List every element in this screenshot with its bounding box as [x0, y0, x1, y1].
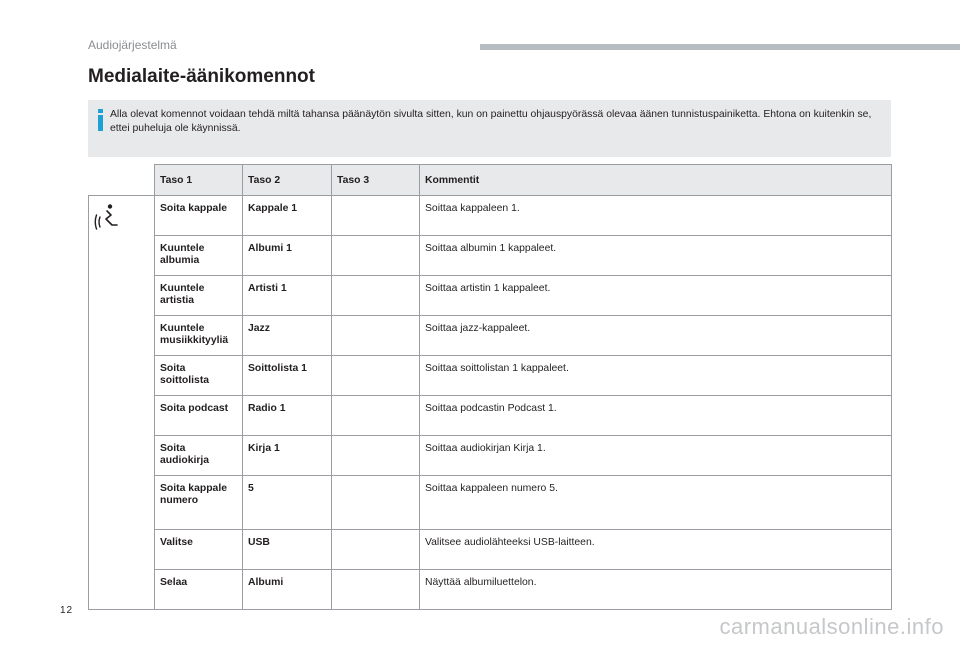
voice-command-table: [88, 164, 892, 610]
table-row: [89, 436, 892, 476]
table-row: [89, 356, 892, 396]
row-level2: Radio 1: [243, 396, 332, 436]
row-level2: Albumi 1: [243, 236, 332, 276]
row-level3: [332, 276, 420, 316]
row-comment: Soittaa kappaleen 1.: [420, 196, 892, 236]
table-header-row: [89, 165, 892, 196]
row-level1: Soita audiokirja: [155, 436, 243, 476]
header-level2: Taso 2: [243, 165, 332, 196]
row-level3: [332, 436, 420, 476]
watermark: carmanualsonline.info: [719, 614, 944, 639]
row-level2: Soittolista 1: [243, 356, 332, 396]
row-level1: Soita kappale numero: [155, 476, 243, 530]
header-level1: Taso 1: [155, 165, 243, 196]
row-level1: Selaa: [155, 570, 243, 610]
row-level1: Soita kappale: [155, 196, 243, 236]
voice-command-icon-cell: [89, 196, 155, 610]
header-comment: Kommentit: [420, 165, 892, 196]
row-comment: Soittaa jazz-kappaleet.: [420, 316, 892, 356]
voice-command-icon: [94, 203, 120, 233]
row-level3: [332, 570, 420, 610]
header-blank-cell: [89, 165, 155, 196]
table-row: [89, 276, 892, 316]
row-level1: Kuuntele musiikkityyliä: [155, 316, 243, 356]
row-level3: [332, 196, 420, 236]
header-bar: [480, 44, 960, 50]
row-comment: Soittaa kappaleen numero 5.: [420, 476, 892, 530]
row-comment: Valitsee audiolähteeksi USB-laitteen.: [420, 530, 892, 570]
row-level2: 5: [243, 476, 332, 530]
row-level1: Kuuntele artistia: [155, 276, 243, 316]
table-row: [89, 236, 892, 276]
row-level2: Kirja 1: [243, 436, 332, 476]
table-row: [89, 396, 892, 436]
row-level3: [332, 316, 420, 356]
row-level2: Kappale 1: [243, 196, 332, 236]
page-number: 12: [60, 605, 74, 616]
row-comment: Soittaa artistin 1 kappaleet.: [420, 276, 892, 316]
info-box: [88, 100, 891, 157]
header-level3: Taso 3: [332, 165, 420, 196]
info-icon: [96, 109, 105, 131]
row-comment: Näyttää albumiluettelon.: [420, 570, 892, 610]
row-level2: USB: [243, 530, 332, 570]
table-row: [89, 476, 892, 530]
table-body: [89, 196, 892, 610]
row-comment: Soittaa soittolistan 1 kappaleet.: [420, 356, 892, 396]
row-level3: [332, 476, 420, 530]
row-comment: Soittaa audiokirjan Kirja 1.: [420, 436, 892, 476]
table-row: [89, 530, 892, 570]
row-level3: [332, 396, 420, 436]
row-level3: [332, 236, 420, 276]
row-level1: Soita podcast: [155, 396, 243, 436]
row-comment: Soittaa albumin 1 kappaleet.: [420, 236, 892, 276]
row-comment: Soittaa podcastin Podcast 1.: [420, 396, 892, 436]
row-level1: Valitse: [155, 530, 243, 570]
table-row: [89, 570, 892, 610]
page-title: Medialaite-äänikomennot: [88, 66, 315, 87]
info-text: Alla olevat komennot voidaan tehdä miltä tahansa päänäytön sivulta sitten, kun on painettu ohjauspyörässä olevaa äänen tunnistuspainiketta. Ehtona on kuitenkin se, ettei puheluja ole käynnissä.: [110, 109, 872, 134]
row-level2: Artisti 1: [243, 276, 332, 316]
row-level2: Jazz: [243, 316, 332, 356]
row-level1: Soita soittolista: [155, 356, 243, 396]
row-level3: [332, 530, 420, 570]
section-label: Audiojärjestelmä: [88, 38, 177, 52]
table-row: [89, 316, 892, 356]
row-level2: Albumi: [243, 570, 332, 610]
table-row: [89, 196, 892, 236]
row-level3: [332, 356, 420, 396]
row-level1: Kuuntele albumia: [155, 236, 243, 276]
